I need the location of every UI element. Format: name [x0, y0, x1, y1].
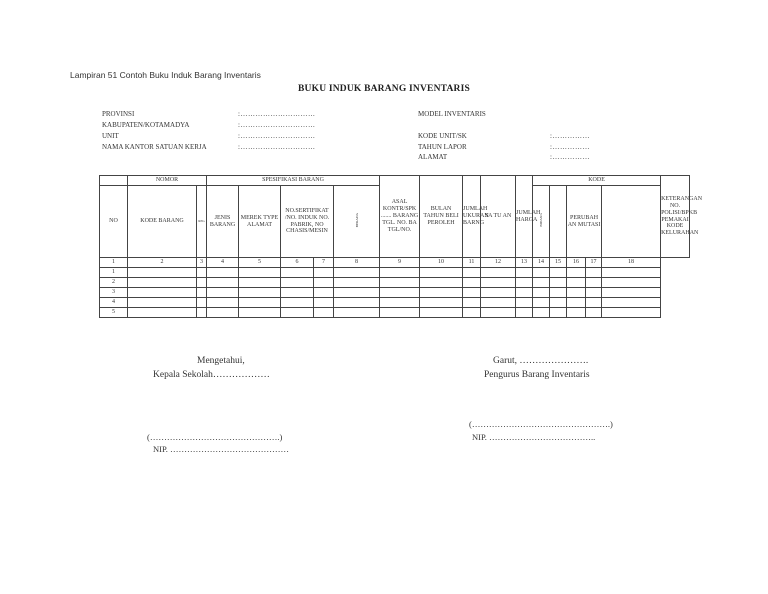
col-number: 5	[239, 258, 281, 268]
field-model-label: MODEL INVENTARIS	[418, 110, 486, 118]
signature-left-nip: NIP. ……………………………………	[153, 444, 290, 454]
row-number: 2	[100, 278, 128, 288]
signature-right-name-line: (………………………………………….)	[469, 419, 613, 429]
signature-left-name-line: (……………………………………….)	[147, 432, 283, 442]
col-number: 10	[420, 258, 463, 268]
col-number: 18	[602, 258, 661, 268]
table-row	[100, 288, 690, 298]
col-bulan: BULAN TAHUN BELI PEROLEH	[420, 176, 463, 258]
field-provinsi-value: :…………………………	[238, 110, 316, 118]
field-kantor-value: :…………………………	[238, 143, 316, 151]
col-register: REG	[197, 186, 207, 258]
col-kode-barang: KODE BARANG	[128, 186, 197, 258]
col-number: 17	[586, 258, 602, 268]
col-no: NO	[100, 186, 128, 258]
col-number: 14	[533, 258, 550, 268]
col-jumlah-ukuran: JUMLAH UKURAN BARNG	[463, 176, 481, 258]
col-jenis: JENIS BARANG	[207, 186, 239, 258]
col-number: 13	[516, 258, 533, 268]
table-row	[100, 298, 690, 308]
col-number: 8	[334, 258, 380, 268]
col-satuan: SA TU AN	[481, 176, 516, 258]
group-kode: KODE	[533, 176, 661, 186]
field-kabupaten-label: KABUPATEN/KOTAMADYA	[102, 121, 190, 129]
col-number: 11	[463, 258, 481, 268]
field-kantor-label: NAMA KANTOR SATUAN KERJA	[102, 143, 207, 151]
signature-left-mengetahui: Mengetahui,	[197, 356, 245, 366]
row-number: 1	[100, 268, 128, 278]
col-number: 15	[550, 258, 567, 268]
col-perubahan: PERUBAH AN MUTASI	[567, 186, 602, 258]
field-unit-label: UNIT	[102, 132, 119, 140]
table-row	[100, 308, 690, 318]
table-row	[100, 278, 690, 288]
col-number: 4	[207, 258, 239, 268]
table-row	[100, 268, 690, 278]
document-title: BUKU INDUK BARANG INVENTARIS	[298, 84, 470, 94]
row-number: 3	[100, 288, 128, 298]
field-alamat-value: :……………	[550, 153, 590, 161]
col-number: 3	[197, 258, 207, 268]
col-number: 7	[314, 258, 334, 268]
row-number: 5	[100, 308, 128, 318]
field-provinsi-label: PROVINSI	[102, 110, 135, 118]
field-tahun-label: TAHUN LAPOR	[418, 143, 467, 151]
group-spesifikasi: SPESIFIKASI BARANG	[207, 176, 380, 186]
col-asal: ASAL KONTR/SPK ....... BARANG TGL. NO. BA TGL/NO.	[380, 176, 420, 258]
inventory-table	[99, 175, 703, 318]
col-number: 9	[380, 258, 420, 268]
col-merek: MEREK TYPE ALAMAT	[239, 186, 281, 258]
group-nomor: NOMOR	[128, 176, 207, 186]
table-header-group-row	[100, 176, 690, 186]
signature-right-place: Garut, ………………….	[493, 356, 589, 366]
col-number: 6	[281, 258, 314, 268]
col-number: 16	[567, 258, 586, 268]
lampiran-caption: Lampiran 51 Contoh Buku Induk Barang Inventaris	[70, 70, 261, 80]
col-number: 1	[100, 258, 128, 268]
col-kode-a: BERADA	[354, 212, 359, 228]
field-kode-unit-label: KODE UNIT/SK	[418, 132, 467, 140]
field-unit-value: :…………………………	[238, 132, 316, 140]
col-kode-b: BIDANG	[539, 213, 544, 227]
field-kode-unit-value: :……………	[550, 132, 590, 140]
field-alamat-label: ALAMAT	[418, 153, 448, 161]
col-number: 12	[481, 258, 516, 268]
signature-right-nip: NIP. ………………………………..	[472, 432, 596, 442]
col-sertifikat: NO.SERTIFIKAT /NO. INDUK NO. PABRIK, NO CHASIS/MESIN	[281, 186, 334, 258]
field-kabupaten-value: :…………………………	[238, 121, 316, 129]
row-number: 4	[100, 298, 128, 308]
table-number-row	[100, 258, 690, 268]
col-jumlah-harga: JUMLAH HARGA	[516, 176, 533, 258]
col-number: 2	[128, 258, 197, 268]
signature-left-role: Kepala Sekolah………………	[153, 370, 270, 380]
col-keterangan: KETERANGAN NO. POLISI/BPKB PEMAKAI KODE KELURAHAN	[661, 176, 690, 258]
signature-right-role: Pengurus Barang Inventaris	[484, 370, 590, 380]
field-tahun-value: :……………	[550, 143, 590, 151]
